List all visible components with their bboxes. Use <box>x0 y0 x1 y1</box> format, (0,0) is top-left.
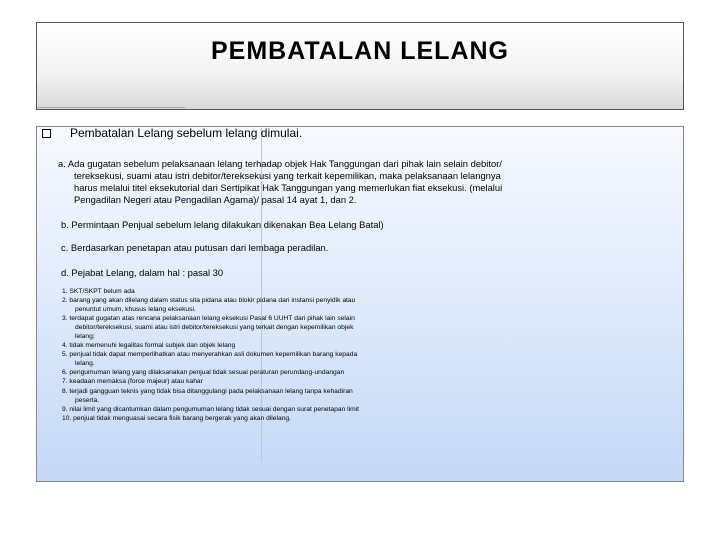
section-heading: Pembatalan Lelang sebelum lelang dimulai. <box>70 126 303 140</box>
slide-title: PEMBATALAN LELANG <box>211 37 509 65</box>
list-item: lelang. <box>75 360 95 368</box>
list-item: 4. tidak memenuhi legalitas formal subjek dan objek lelang <box>62 342 236 350</box>
list-item: peserta. <box>75 396 100 404</box>
item-a <box>58 158 538 206</box>
list-item: 7. keadaan memaksa (force majeur) atau kahar <box>62 378 203 386</box>
item-a-line: harus melalui titel eksekutorial dari Sertipikat Hak Tanggungan yang memerlukan fiat eksekusi. (melalui <box>74 182 503 193</box>
list-item: penuntut umum, khusus lelang eksekusi. <box>75 306 196 314</box>
list-item: 1. SKT/SKPT belum ada <box>62 288 135 295</box>
list-item: 5. penjual tidak dapat memperlihatkan atau menyerahkan asli dokumen kepemilikan barang kepada <box>62 351 358 359</box>
item-c: c. Berdasarkan penetapan atau putusan dari lembaga peradilan. <box>61 242 329 253</box>
list-item: 3. terdapat gugatan atas rencana pelaksanaan lelang eksekusi Pasal 6 UUHT dari pihak lain selain <box>62 315 355 323</box>
list-item: 2. barang yang akan dilelang dalam status sita pidana atau blokir pidana dari instansi penyidik atau <box>62 297 356 305</box>
list-item: 10. penjual tidak menguasai secara fisik barang bergerak yang akan dilelang. <box>62 414 292 422</box>
pasal-30-list <box>62 287 442 423</box>
item-a-line: a. Ada gugatan sebelum pelaksanaan lelang terhadap objek Hak Tanggungan dari pihak lain selain debitor/ <box>58 158 502 169</box>
list-item: lelang; <box>75 333 95 341</box>
list-item: 9. nilai limit yang dicantumkan dalam pengumuman lelang tidak sesuai dengan surat penetapan limit <box>62 405 360 413</box>
title-panel <box>36 22 684 110</box>
item-a-line: Pengadilan Negeri atau Pengadilan Agama)/ pasal 14 ayat 1, dan 2. <box>74 194 357 205</box>
title-divider <box>37 107 185 108</box>
item-d: d. Pejabat Lelang, dalam hal : pasal 30 <box>61 267 224 278</box>
list-item: debitor/tereksekusi, suami atau istri debitor/tereksekusi yang terkait dengan kepemilikan objek <box>75 324 354 332</box>
item-b: b. Permintaan Penjual sebelum lelang dilakukan dikenakan Bea Lelang Batal) <box>61 219 384 230</box>
item-a-line: tereksekusi, suami atau istri debitor/tereksekusi yang terkait kepemilikan, maka pelaksanaan lelangnya <box>74 170 501 181</box>
list-item: 8. terjadi gangguan teknis yang tidak bisa ditanggulangi pada pelaksanaan lelang tanpa kehadiran <box>62 387 353 395</box>
list-item: 6. pengumuman lelang yang dilaksanakan penjual tidak sesuai peraturan perundang-undangan <box>62 369 345 377</box>
square-bullet-icon <box>42 129 51 138</box>
